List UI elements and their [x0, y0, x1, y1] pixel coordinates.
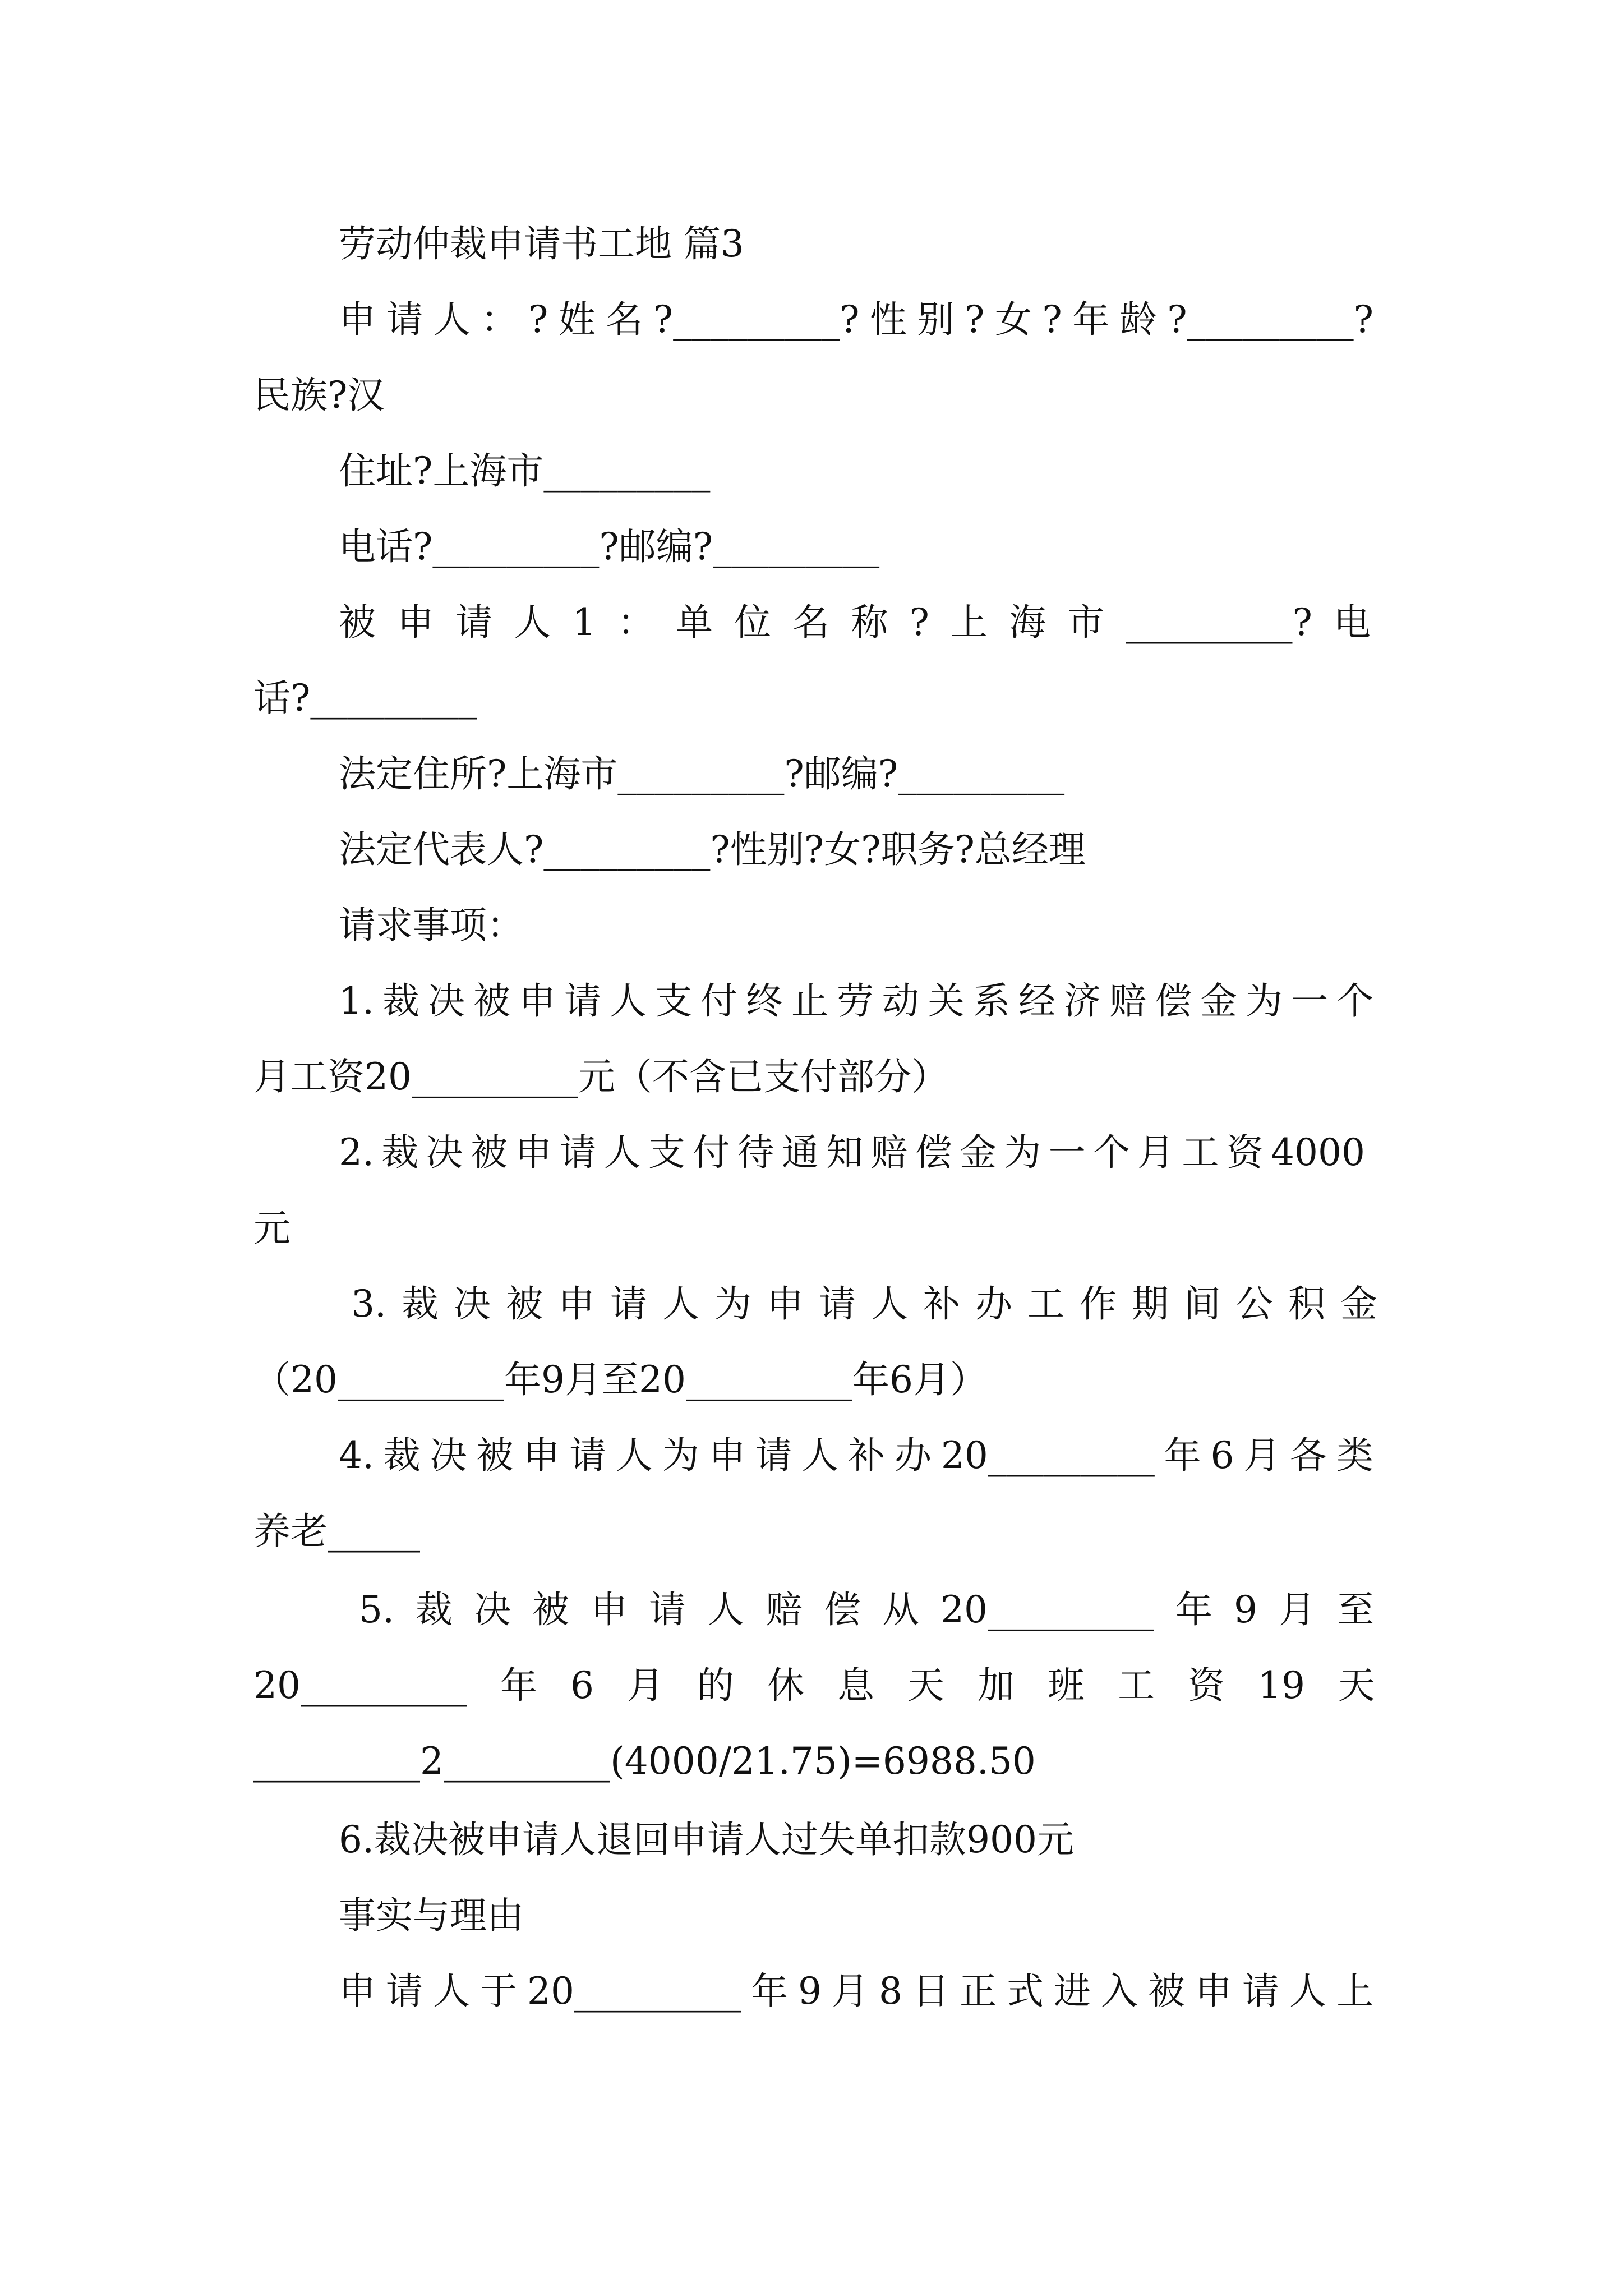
claim-5-line-1: 5.裁决被申请人赔偿从20_________年9月至: [359, 1588, 1374, 1631]
legal-address-line: 法定住所?上海市_________?邮编?_________: [339, 752, 1065, 795]
facts-line-1: 申请人于20_________年9月8日正式进入被申请人上: [339, 1970, 1373, 2013]
claims-heading: 请求事项：: [339, 904, 524, 947]
claim-3-line-1: 3.裁决被申请人为申请人补办工作期间公积金: [351, 1282, 1377, 1326]
claim-4-line-2: 养老_____: [253, 1510, 420, 1553]
ethnicity-line: 民族?汉: [253, 374, 385, 417]
claim-5-line-3: _________2_________(4000/21.75)=6988.50: [253, 1740, 1036, 1783]
document-heading: 劳动仲裁申请书工地 篇3: [339, 222, 744, 265]
claim-5-line-2: 20_________年6月的休息天加班工资19天: [253, 1664, 1375, 1707]
applicant-line: 申请人：?姓名?_________?性别?女?年龄?_________?: [339, 298, 1373, 341]
claim-3-line-2: （20_________年9月至20_________年6月）: [253, 1358, 987, 1401]
claim-6-line: 6.裁决被申请人退回申请人过失单扣款900元: [339, 1818, 1074, 1861]
claim-4-line-1: 4.裁决被申请人为申请人补办20_________年6月各类: [339, 1434, 1373, 1477]
address-line: 住址?上海市_________: [339, 449, 711, 493]
respondent-phone-line: 话?_________: [253, 677, 477, 720]
claim-2-line-2: 元: [253, 1207, 291, 1250]
respondent-line: 被申请人1：单位名称?上海市_________?电: [339, 601, 1371, 644]
claim-1-line-1: 1.裁决被申请人支付终止劳动关系经济赔偿金为一个: [339, 979, 1373, 1023]
claim-2-line-1: 2.裁决被申请人支付待通知赔偿金为一个月工资4000: [339, 1131, 1365, 1174]
claim-1-line-2: 月工资20_________元（不含已支付部分）: [253, 1055, 948, 1098]
facts-heading: 事实与理由: [339, 1894, 524, 1937]
legal-representative-line: 法定代表人?_________?性别?女?职务?总经理: [339, 828, 1086, 871]
phone-postcode-line: 电话?_________?邮编?_________: [339, 525, 880, 568]
